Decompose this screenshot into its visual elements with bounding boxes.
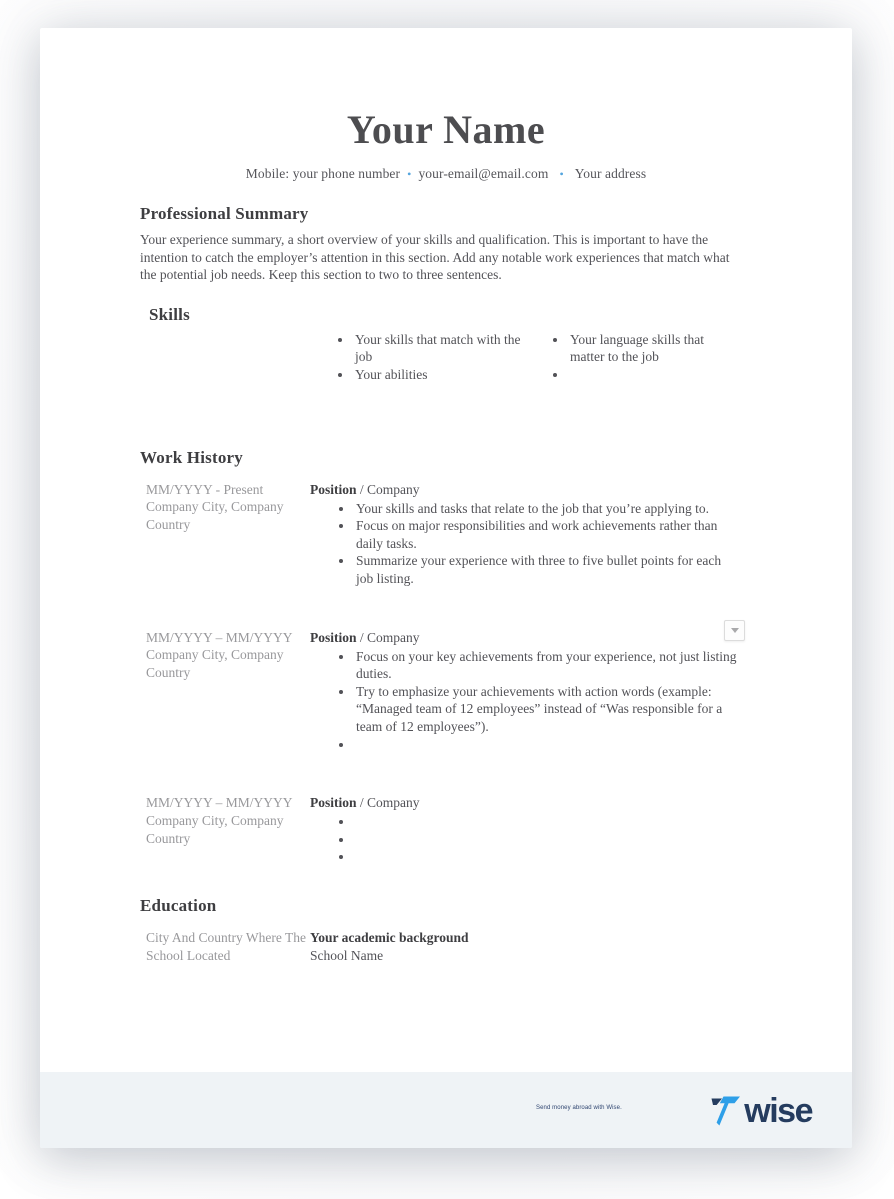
work-bullet: • Focus on your key achievements from your experience, not just listing duties.	[354, 648, 740, 683]
school-name: School Name	[310, 947, 384, 963]
contact-line	[40, 166, 852, 182]
entry-location: Company City, Company Country	[146, 499, 284, 533]
entry-meta	[140, 629, 310, 754]
skills-column-2	[568, 331, 740, 384]
skill-item: • Your skills that match with the job	[353, 331, 532, 366]
work-entry-2	[140, 629, 740, 754]
work-bullet: • Focus on major responsibilities and work achievements rather than daily tasks.	[354, 517, 740, 552]
summary-paragraph: Your experience summary, a short overview of your skills and qualification. This is important to have the intention to catch the employer’s attention in this section. Add any notable work experiences that match what the potential job needs. Keep this section to two to three sentences.	[140, 232, 730, 283]
skill-item	[568, 366, 740, 384]
work-entry-1	[140, 481, 740, 588]
contact-email: your-email@email.com	[418, 166, 549, 181]
work-bullet: • Your skills and tasks that relate to the job that you’re applying to.	[354, 500, 740, 518]
education-location: City And Country Where The School Located	[146, 929, 306, 963]
work-bullet: • Summarize your experience with three to five bullet points for each job listing.	[354, 552, 740, 587]
separator-dot: •	[559, 167, 564, 181]
footer-tagline: Send money abroad with Wise.	[536, 1105, 622, 1111]
company-name: / Company	[359, 629, 420, 645]
fast-flag-icon	[710, 1095, 741, 1128]
resume-document	[40, 28, 852, 1148]
position-line	[310, 794, 740, 812]
wise-logo[interactable]	[710, 1094, 812, 1128]
position-line	[310, 481, 740, 499]
education-details	[310, 929, 740, 965]
contact-mobile: Mobile: your phone number	[245, 166, 401, 181]
skills-column-1	[353, 331, 532, 384]
separator-dot: •	[407, 167, 412, 181]
position-title: Position	[310, 795, 357, 811]
education-entry	[140, 929, 740, 965]
contact-address: Your address	[574, 166, 647, 181]
position-title: Position	[310, 481, 357, 497]
section-heading-education: Education	[140, 895, 217, 915]
entry-bullet-list	[354, 648, 740, 754]
section-heading-summary: Professional Summary	[140, 204, 309, 223]
work-bullet: • Try to emphasize your achievements with action words (example: “Managed team of 12 employees” instead of “Was responsible for a team of 12 employees”).	[354, 683, 740, 736]
company-name: / Company	[359, 795, 420, 811]
entry-details	[310, 481, 740, 588]
skill-item: • Your abilities	[353, 366, 532, 384]
work-bullet	[354, 813, 740, 831]
footer-bar	[40, 1072, 852, 1148]
entry-bullet-list	[354, 500, 740, 588]
company-name: / Company	[359, 481, 420, 497]
section-heading-work-history: Work History	[140, 447, 243, 467]
work-bullet	[354, 848, 740, 866]
dropdown-button[interactable]	[724, 620, 745, 641]
section-heading-skills: Skills	[149, 304, 190, 324]
chevron-down-icon	[731, 628, 739, 633]
entry-dates: MM/YYYY – MM/YYYY	[146, 629, 293, 645]
entry-details	[310, 629, 740, 754]
degree-title: Your academic background	[310, 929, 469, 945]
work-bullet	[354, 736, 740, 754]
entry-meta	[140, 481, 310, 588]
page-title: Your Name	[346, 107, 546, 152]
position-line	[310, 629, 740, 647]
entry-meta	[140, 794, 310, 866]
document-body	[40, 204, 852, 964]
position-title: Position	[310, 629, 357, 645]
skill-item: • Your language skills that matter to the job	[568, 331, 740, 366]
wise-wordmark: wise	[744, 1092, 812, 1130]
work-entry-3	[140, 794, 740, 866]
entry-dates: MM/YYYY – MM/YYYY	[146, 795, 293, 811]
entry-details	[310, 794, 740, 866]
resume-header	[40, 28, 852, 182]
skills-list	[336, 331, 740, 384]
work-bullet	[354, 831, 740, 849]
entry-location: Company City, Company Country	[146, 812, 284, 846]
entry-location: Company City, Company Country	[146, 647, 284, 681]
entry-dates: MM/YYYY - Present	[146, 481, 264, 497]
entry-bullet-list	[354, 813, 740, 866]
